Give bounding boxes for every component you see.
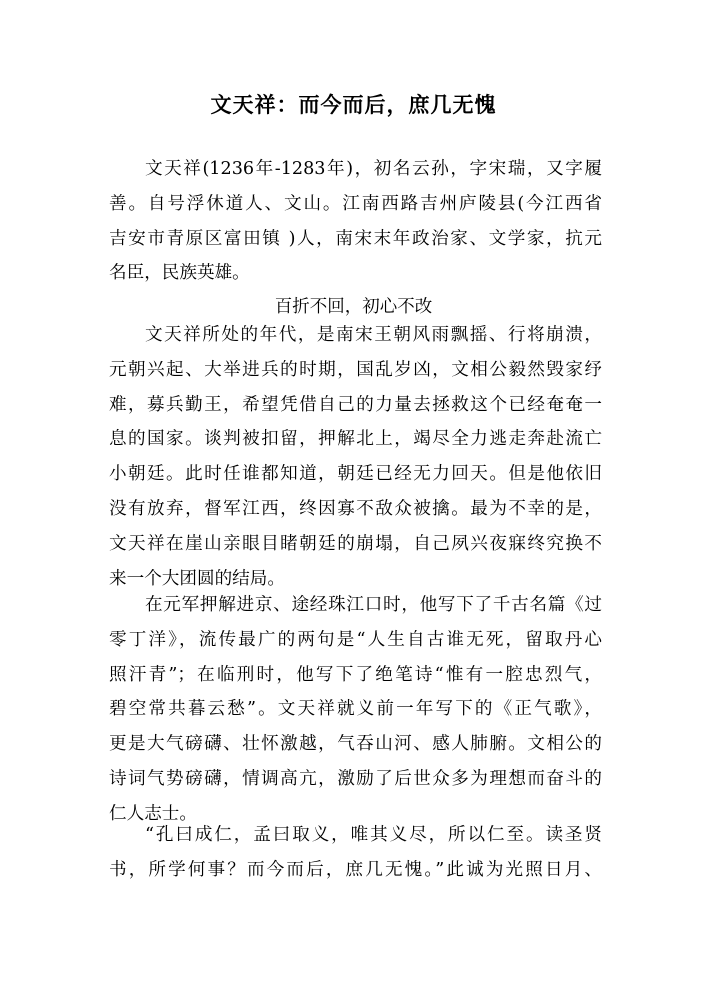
page-title: 文天祥：而今而后，庶几无愧: [210, 92, 497, 117]
paragraph-line: 元朝兴起、大举进兵的时期，国乱岁凶，文相公毅然毁家纾: [109, 359, 602, 380]
paragraph-line: 更是大气磅礴、壮怀激越，气吞山河、感人肺腑。文相公的: [109, 734, 602, 755]
paragraph-line: 息的国家。谈判被扣留，押解北上，竭尽全力逃走奔赴流亡: [109, 429, 602, 450]
paragraph-line: 善。自号浮休道人、文山。江南西路吉州庐陵县(今江西省: [109, 193, 602, 214]
paragraph-line: 名臣，民族英雄。: [109, 263, 250, 284]
paragraph-line: 来一个大团圆的结局。: [109, 568, 285, 589]
paragraph-line: 吉安市青原区富田镇 )人，南宋末年政治家、文学家，抗元: [109, 228, 602, 249]
paragraph-line: “孔曰成仁，孟曰取义，唯其义尽，所以仁至。读圣贤: [145, 825, 602, 845]
paragraph-line: 难，募兵勤王，希望凭借自己的力量去拯救这个已经奄奄一: [109, 394, 602, 415]
section-heading: 百折不回，初心不改: [274, 297, 433, 317]
paragraph-history: [109, 318, 602, 596]
paragraph-line: 书，所学何事？而今而后，庶几无愧。”此诚为光照日月、: [109, 859, 602, 880]
paragraph-line: 照汗青”；在临刑时，他写下了绝笔诗“惟有一腔忠烈气，: [109, 664, 602, 685]
paragraph-intro: [109, 152, 602, 291]
paragraph-line: 文天祥所处的年代，是南宋王朝风雨飘摇、行将崩溃，: [145, 325, 602, 345]
paragraph-line: 在元军押解进京、途经珠江口时，他写下了千古名篇《过: [145, 595, 602, 615]
paragraph-line: 没有放弃，督军江西，终因寡不敌众被擒。最为不幸的是，: [109, 498, 602, 519]
paragraph-line: 文天祥在崖山亲眼目睹朝廷的崩塌，自己夙兴夜寐终究换不: [109, 533, 602, 554]
paragraph-poems: [109, 588, 602, 832]
paragraph-line: 仁人志士。: [109, 803, 197, 824]
paragraph-line: 零丁洋》，流传最广的两句是“人生自古谁无死，留取丹心: [109, 629, 602, 650]
paragraph-line: 碧空常共暮云愁”。文天祥就义前一年写下的《正气歌》，: [109, 699, 602, 720]
paragraph-line: 小朝廷。此时任谁都知道，朝廷已经无力回天。但是他依旧: [109, 464, 602, 485]
paragraph-quote: [109, 818, 602, 888]
paragraph-line: 文天祥(1236年-1283年)，初名云孙，字宋瑞，又字履: [145, 159, 602, 179]
paragraph-line: 诗词气势磅礴，情调高亢，激励了后世众多为理想而奋斗的: [109, 768, 602, 789]
